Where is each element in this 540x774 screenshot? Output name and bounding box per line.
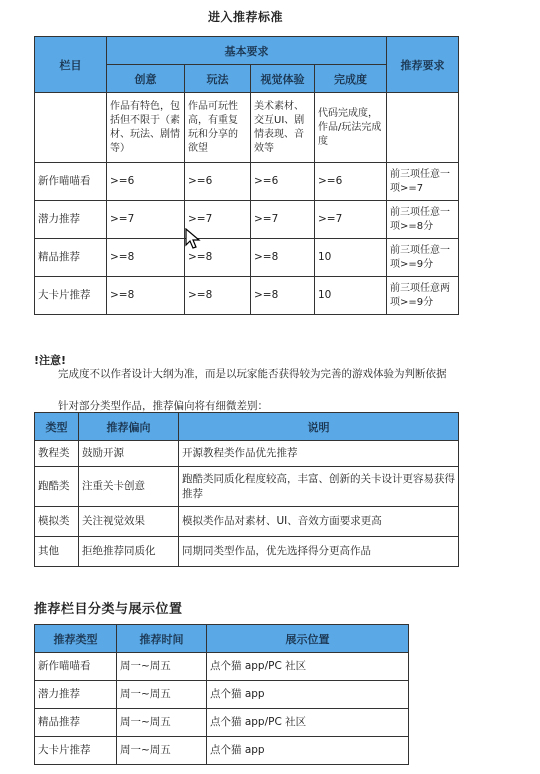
cell-time: 周一~周五 [117, 653, 207, 681]
cell-value: >=8 [107, 239, 185, 277]
cell-value: >=6 [251, 163, 315, 201]
note-line-2: 针对部分类型作品，推荐偏向将有细微差别： [58, 400, 268, 412]
cell-desc: 开源教程类作品优先推荐 [179, 441, 459, 467]
table-row [35, 737, 409, 765]
table-row [35, 681, 409, 709]
entry-standard-table [34, 36, 459, 315]
cell-type: 其他 [35, 537, 79, 567]
mouse-pointer-icon [184, 228, 202, 250]
cell-value: >=6 [107, 163, 185, 201]
cell-value: 10 [315, 277, 387, 315]
cell-bias: 拒绝推荐同质化 [79, 537, 179, 567]
row-name: 大卡片推荐 [35, 277, 107, 315]
cell-position: 点个猫 app/PC 社区 [207, 709, 409, 737]
row-name: 新作喵喵看 [35, 163, 107, 201]
cell-value: >=8 [251, 277, 315, 315]
cell-bias: 鼓励开源 [79, 441, 179, 467]
cell-recommend: 前三项任意两项>=9分 [387, 277, 459, 315]
table-row [35, 467, 459, 507]
cell-bias: 关注视觉效果 [79, 507, 179, 537]
note-title: !注意! [34, 354, 67, 367]
cell-type: 潜力推荐 [35, 681, 117, 709]
bias-table [34, 412, 459, 567]
row-name: 潜力推荐 [35, 201, 107, 239]
subheader-gameplay: 玩法 [185, 65, 251, 93]
table-row [35, 163, 459, 201]
table-row [35, 653, 409, 681]
subheader-visual: 视觉体验 [251, 65, 315, 93]
column-header-desc: 说明 [179, 413, 459, 441]
cell-position: 点个猫 app [207, 681, 409, 709]
row-name: 精品推荐 [35, 239, 107, 277]
cell-value: >=8 [251, 239, 315, 277]
desc-empty-cell [387, 93, 459, 163]
cell-value: >=7 [185, 201, 251, 239]
cell-desc: 跑酷类同质化程度较高，丰富、创新的关卡设计更容易获得推荐 [179, 467, 459, 507]
table-row [35, 239, 459, 277]
table-row [35, 277, 459, 315]
column-header-bias: 推荐偏向 [79, 413, 179, 441]
cell-desc: 模拟类作品对素材、UI、音效方面要求更高 [179, 507, 459, 537]
desc-completion: 代码完成度，作品/玩法完成度 [315, 93, 387, 163]
cell-value: >=8 [107, 277, 185, 315]
cell-type: 模拟类 [35, 507, 79, 537]
column-header-position: 展示位置 [207, 625, 409, 653]
cell-value: >=7 [251, 201, 315, 239]
column-header-type: 类型 [35, 413, 79, 441]
cell-value: >=6 [315, 163, 387, 201]
desc-empty-cell [35, 93, 107, 163]
section-title: 推荐栏目分类与展示位置 [34, 602, 183, 617]
subheader-completion: 完成度 [315, 65, 387, 93]
note-line-1: 完成度不以作者设计大纲为准，而是以玩家能否获得较为完善的游戏体验为判断依据 [58, 368, 447, 380]
cell-value: >=7 [315, 201, 387, 239]
desc-gameplay: 作品可玩性高，有重复玩和分享的欲望 [185, 93, 251, 163]
table-row [35, 201, 459, 239]
cell-type: 大卡片推荐 [35, 737, 117, 765]
table-row [35, 537, 459, 567]
column-header-type: 推荐类型 [35, 625, 117, 653]
page-title: 进入推荐标准 [208, 10, 284, 24]
cell-recommend: 前三项任意一项>=7 [387, 163, 459, 201]
subheader-creativity: 创意 [107, 65, 185, 93]
cell-value: >=8 [185, 239, 251, 277]
display-position-table [34, 624, 409, 765]
cell-value: 10 [315, 239, 387, 277]
cell-type: 教程类 [35, 441, 79, 467]
cell-recommend: 前三项任意一项>=9分 [387, 239, 459, 277]
cell-recommend: 前三项任意一项>=8分 [387, 201, 459, 239]
cell-time: 周一~周五 [117, 681, 207, 709]
desc-creativity: 作品有特色，包括但不限于（素材、玩法、剧情等） [107, 93, 185, 163]
cell-type: 精品推荐 [35, 709, 117, 737]
column-header-section: 栏目 [35, 37, 107, 93]
cell-position: 点个猫 app [207, 737, 409, 765]
cell-type: 新作喵喵看 [35, 653, 117, 681]
column-header-time: 推荐时间 [117, 625, 207, 653]
column-header-basic: 基本要求 [107, 37, 387, 65]
cell-desc: 同期同类型作品，优先选择得分更高作品 [179, 537, 459, 567]
cell-value: >=6 [185, 163, 251, 201]
column-header-recommend: 推荐要求 [387, 37, 459, 93]
desc-visual: 美术素材、交互UI、剧情表现、音效等 [251, 93, 315, 163]
cell-value: >=7 [107, 201, 185, 239]
table-row [35, 709, 409, 737]
cell-type: 跑酷类 [35, 467, 79, 507]
cell-value: >=8 [185, 277, 251, 315]
cell-bias: 注重关卡创意 [79, 467, 179, 507]
cell-time: 周一~周五 [117, 737, 207, 765]
cell-position: 点个猫 app/PC 社区 [207, 653, 409, 681]
cell-time: 周一~周五 [117, 709, 207, 737]
table-row [35, 507, 459, 537]
table-row [35, 441, 459, 467]
